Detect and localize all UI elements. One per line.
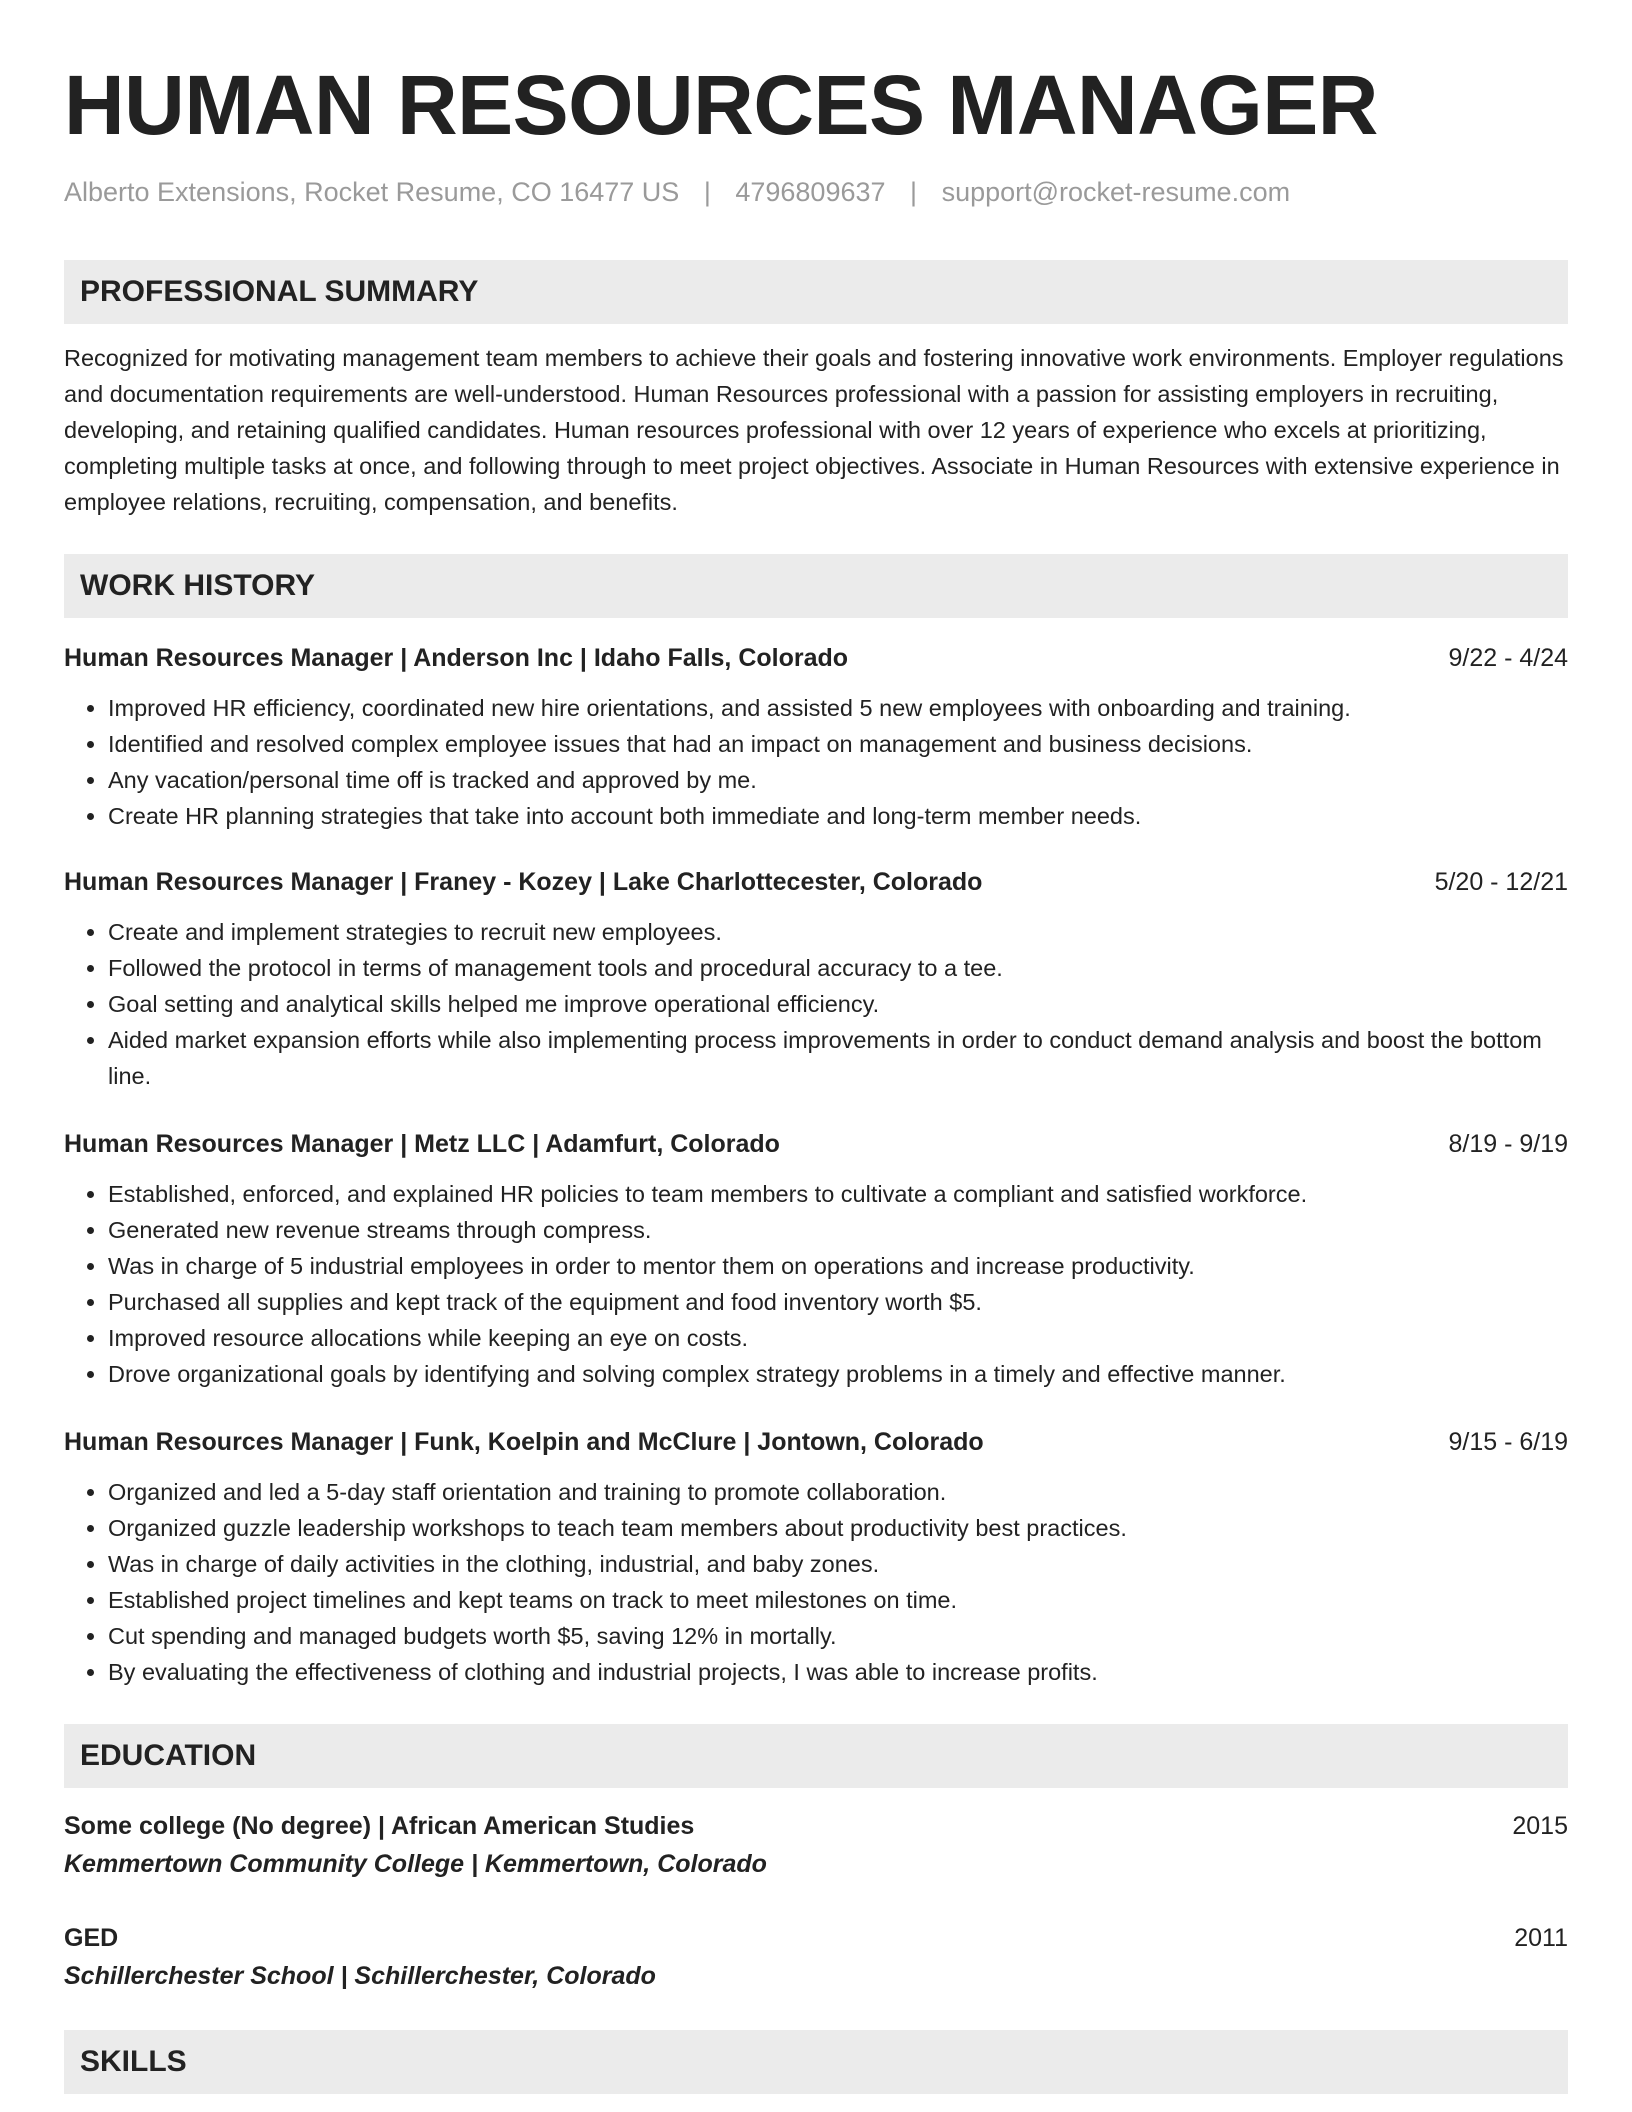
job-bullet: • Was in charge of 5 industrial employees in order to mentor them on operations and increase productivity. <box>108 1248 1568 1284</box>
job-bullet: • Improved resource allocations while keeping an eye on costs. <box>108 1320 1568 1356</box>
contact-phone: 4796809637 <box>735 177 886 207</box>
job-bullet: • Create HR planning strategies that take into account both immediate and long-term member needs. <box>108 798 1568 834</box>
job-bullet: • Goal setting and analytical skills helped me improve operational efficiency. <box>108 986 1568 1022</box>
job-entry <box>64 1126 1568 1392</box>
job-heading <box>64 1424 1568 1460</box>
job-title: Human Resources Manager | Anderson Inc | Idaho Falls, Colorado <box>64 644 849 672</box>
job-bullets <box>64 914 1568 1094</box>
job-heading <box>64 864 1568 900</box>
contact-separator: | <box>910 177 918 207</box>
education-heading <box>64 1920 1568 1956</box>
job-bullets <box>64 1176 1568 1392</box>
section-header-education: EDUCATION <box>64 1724 1568 1788</box>
job-bullet: • Create and implement strategies to recruit new employees. <box>108 914 1568 950</box>
job-bullets <box>64 1474 1568 1690</box>
job-dates: 9/22 - 4/24 <box>1448 644 1568 672</box>
job-bullet: • Followed the protocol in terms of management tools and procedural accuracy to a tee. <box>108 950 1568 986</box>
education-degree: Some college (No degree) | African American Studies <box>64 1812 695 1840</box>
job-heading <box>64 640 1568 676</box>
education-entry <box>64 1920 1568 1994</box>
job-bullet: • Drove organizational goals by identifying and solving complex strategy problems in a timely and effective manner. <box>108 1356 1568 1392</box>
job-bullet: • Was in charge of daily activities in the clothing, industrial, and baby zones. <box>108 1546 1568 1582</box>
job-dates: 9/15 - 6/19 <box>1448 1428 1568 1456</box>
education-heading <box>64 1808 1568 1844</box>
contact-separator: | <box>703 177 711 207</box>
summary-text: Recognized for motivating management team members to achieve their goals and fostering innovative work environments. Employer regulations and documentation requirements are well-understood. Human Resources professional with a passion for assisting employers in recruiting, developing, and retaining qualified candidates. Human resources professional with over 12 years of experience who excels at prioritizing, completing multiple tasks at once, and following through to meet project objectives. Associate in Human Resources with extensive experience in employee relations, recruiting, compensation, and benefits. <box>64 345 1564 515</box>
contact-email: support@rocket-resume.com <box>941 177 1291 207</box>
job-bullet: • Established, enforced, and explained HR policies to team members to cultivate a compliant and satisfied workforce. <box>108 1176 1568 1212</box>
job-bullet: • Aided market expansion efforts while also implementing process improvements in order to conduct demand analysis and boost the bottom line. <box>108 1022 1568 1094</box>
job-bullet: • Cut spending and managed budgets worth $5, saving 12% in mortally. <box>108 1618 1568 1654</box>
job-bullet: • Generated new revenue streams through compress. <box>108 1212 1568 1248</box>
job-bullets <box>64 690 1568 834</box>
job-bullet: • By evaluating the effectiveness of clothing and industrial projects, I was able to increase profits. <box>108 1654 1568 1690</box>
section-header-work-history: WORK HISTORY <box>64 554 1568 618</box>
job-bullet: • Established project timelines and kept teams on track to meet milestones on time. <box>108 1582 1568 1618</box>
job-heading <box>64 1126 1568 1162</box>
contact-line <box>64 174 1568 210</box>
job-bullet: • Organized guzzle leadership workshops to teach team members about productivity best practices. <box>108 1510 1568 1546</box>
job-bullet: • Improved HR efficiency, coordinated new hire orientations, and assisted 5 new employees with onboarding and training. <box>108 690 1568 726</box>
education-year: 2011 <box>1514 1924 1568 1952</box>
job-bullet: • Any vacation/personal time off is tracked and approved by me. <box>108 762 1568 798</box>
job-bullet: • Organized and led a 5-day staff orientation and training to promote collaboration. <box>108 1474 1568 1510</box>
job-title: Human Resources Manager | Metz LLC | Adamfurt, Colorado <box>64 1130 780 1158</box>
education-school: Kemmertown Community College | Kemmertown, Colorado <box>64 1850 767 1878</box>
education-school: Schillerchester School | Schillerchester, Colorado <box>64 1962 656 1990</box>
section-header-skills: SKILLS <box>64 2030 1568 2094</box>
job-title: Human Resources Manager | Franey - Kozey | Lake Charlottecester, Colorado <box>64 868 983 896</box>
job-dates: 8/19 - 9/19 <box>1448 1130 1568 1158</box>
section-header-summary: PROFESSIONAL SUMMARY <box>64 260 1568 324</box>
job-title: Human Resources Manager | Funk, Koelpin and McClure | Jontown, Colorado <box>64 1428 984 1456</box>
education-year: 2015 <box>1512 1812 1568 1840</box>
resume-name-title: HUMAN RESOURCES MANAGER <box>64 58 1378 152</box>
job-dates: 5/20 - 12/21 <box>1434 868 1568 896</box>
job-entry <box>64 864 1568 1094</box>
job-entry <box>64 640 1568 834</box>
education-degree: GED <box>64 1924 119 1952</box>
contact-address: Alberto Extensions, Rocket Resume, CO 16477 US <box>64 177 680 207</box>
job-bullet: • Identified and resolved complex employee issues that had an impact on management and business decisions. <box>108 726 1568 762</box>
job-entry <box>64 1424 1568 1690</box>
education-entry <box>64 1808 1568 1882</box>
job-bullet: • Purchased all supplies and kept track of the equipment and food inventory worth $5. <box>108 1284 1568 1320</box>
